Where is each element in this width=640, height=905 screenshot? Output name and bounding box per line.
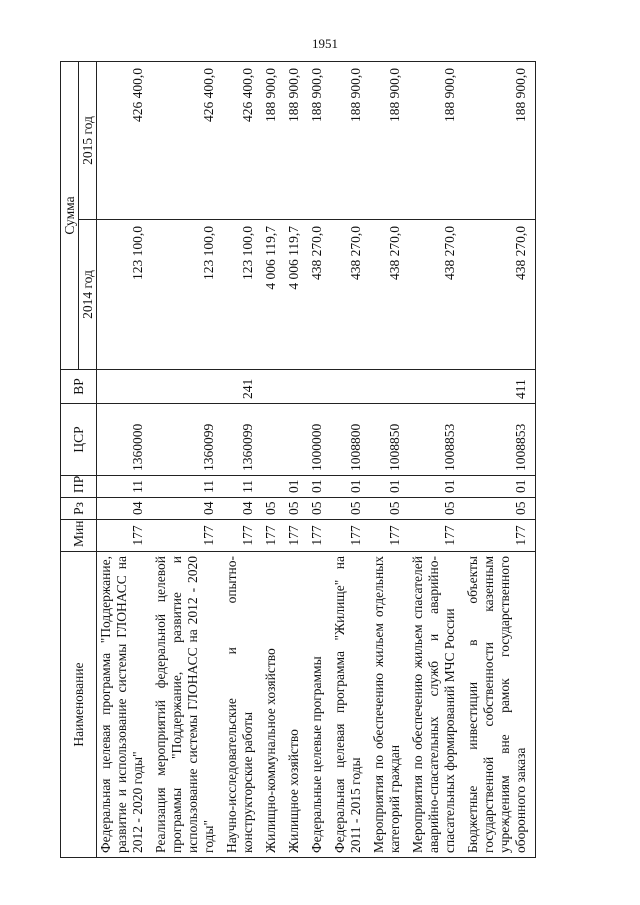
row-csr: 1000000 (308, 404, 331, 476)
row-2014: 123 100,0 (152, 220, 223, 370)
table-body (97, 61, 536, 857)
row-csr: 1360099 (152, 404, 223, 476)
row-rz: 05 (285, 498, 308, 520)
row-2015: 188 900,0 (464, 61, 536, 219)
row-2015: 426 400,0 (97, 61, 153, 219)
header-min: Мин (61, 520, 97, 552)
row-2015: 188 900,0 (409, 61, 464, 219)
row-vr (285, 370, 308, 404)
row-min: 177 (152, 520, 223, 552)
header-csr: ЦСР (61, 404, 97, 476)
row-vr (308, 370, 331, 404)
row-min: 177 (285, 520, 308, 552)
row-pr: 01 (464, 476, 536, 498)
row-rz: 05 (308, 498, 331, 520)
row-2014: 4 006 119,7 (285, 220, 308, 370)
header-pr: ПР (61, 476, 97, 498)
row-vr (97, 370, 153, 404)
row-csr (262, 404, 285, 476)
row-2015: 188 900,0 (285, 61, 308, 219)
row-2014: 438 270,0 (464, 220, 536, 370)
row-vr (262, 370, 285, 404)
row-rz: 05 (464, 498, 536, 520)
table-row (262, 61, 285, 857)
header-rz: Рз (61, 498, 97, 520)
row-min: 177 (409, 520, 464, 552)
row-pr: 11 (97, 476, 153, 498)
row-csr: 1008853 (464, 404, 536, 476)
header-vr: ВР (61, 370, 97, 404)
row-csr (285, 404, 308, 476)
row-csr: 1008800 (331, 404, 370, 476)
header-2014: 2014 год (79, 220, 97, 370)
row-min: 177 (262, 520, 285, 552)
row-name: Мероприятия по обеспечению жильем отдельных категорий граждан (370, 552, 409, 858)
table-row (331, 61, 370, 857)
row-2014: 438 270,0 (308, 220, 331, 370)
row-2015: 188 900,0 (262, 61, 285, 219)
row-vr (152, 370, 223, 404)
page-number: 1951 (312, 36, 338, 51)
row-pr: 01 (331, 476, 370, 498)
table-row (370, 61, 409, 857)
row-2014: 123 100,0 (223, 220, 262, 370)
table-header (61, 61, 97, 857)
budget-table (60, 61, 536, 858)
row-csr: 1008850 (370, 404, 409, 476)
row-min: 177 (308, 520, 331, 552)
row-name: Реализация мероприятий федеральной целевой программы "Поддержание, развитие и использование системы ГЛОНАСС на 2012 - 2020 годы" (152, 552, 223, 858)
row-vr (331, 370, 370, 404)
row-2014: 438 270,0 (409, 220, 464, 370)
row-rz: 05 (370, 498, 409, 520)
table-row (152, 61, 223, 857)
header-2015: 2015 год (79, 61, 97, 219)
row-rz: 04 (152, 498, 223, 520)
row-name: Федеральные целевые программы (308, 552, 331, 858)
row-2015: 426 400,0 (152, 61, 223, 219)
row-2015: 188 900,0 (370, 61, 409, 219)
row-min: 177 (97, 520, 153, 552)
row-pr (262, 476, 285, 498)
row-rz: 05 (409, 498, 464, 520)
row-vr (409, 370, 464, 404)
row-csr: 1360000 (97, 404, 153, 476)
row-pr: 11 (223, 476, 262, 498)
row-2014: 123 100,0 (97, 220, 153, 370)
row-name: Федеральная целевая программа "Жилище" на 2011 - 2015 годы (331, 552, 370, 858)
row-pr: 01 (308, 476, 331, 498)
row-2015: 426 400,0 (223, 61, 262, 219)
table-row (97, 61, 153, 857)
row-name: Федеральная целевая программа "Поддержание, развитие и использование системы ГЛОНАСС на 2012 - 2020 годы" (97, 552, 153, 858)
row-2014: 4 006 119,7 (262, 220, 285, 370)
row-rz: 05 (262, 498, 285, 520)
row-csr: 1008853 (409, 404, 464, 476)
row-rz: 04 (223, 498, 262, 520)
row-vr: 411 (464, 370, 536, 404)
row-min: 177 (331, 520, 370, 552)
row-rz: 04 (97, 498, 153, 520)
header-sum: Сумма (61, 61, 79, 369)
budget-table-rotated (60, 62, 640, 858)
table-row (409, 61, 464, 857)
table-row (223, 61, 262, 857)
row-rz: 05 (331, 498, 370, 520)
row-pr: 01 (409, 476, 464, 498)
row-2015: 188 900,0 (308, 61, 331, 219)
header-name: Наименование (61, 552, 97, 858)
row-name: Мероприятия по обеспечению жильем спасателей аварийно-спасательных служб и аварийно-спасательных формирований МЧС России (409, 552, 464, 858)
table-row (464, 61, 536, 857)
row-csr: 1360099 (223, 404, 262, 476)
row-2014: 438 270,0 (331, 220, 370, 370)
row-name: Научно-исследовательские и опытно-конструкторские работы (223, 552, 262, 858)
table-row (285, 61, 308, 857)
row-vr: 241 (223, 370, 262, 404)
row-pr: 01 (370, 476, 409, 498)
row-min: 177 (223, 520, 262, 552)
row-vr (370, 370, 409, 404)
row-min: 177 (464, 520, 536, 552)
row-name: Жилищно-коммунальное хозяйство (262, 552, 285, 858)
table-row (308, 61, 331, 857)
row-pr: 11 (152, 476, 223, 498)
row-pr: 01 (285, 476, 308, 498)
row-name: Бюджетные инвестиции в объекты государственной собственности казенным учреждениям вне рамок государственного оборонного заказа (464, 552, 536, 858)
row-2014: 438 270,0 (370, 220, 409, 370)
row-name: Жилищное хозяйство (285, 552, 308, 858)
row-min: 177 (370, 520, 409, 552)
row-2015: 188 900,0 (331, 61, 370, 219)
